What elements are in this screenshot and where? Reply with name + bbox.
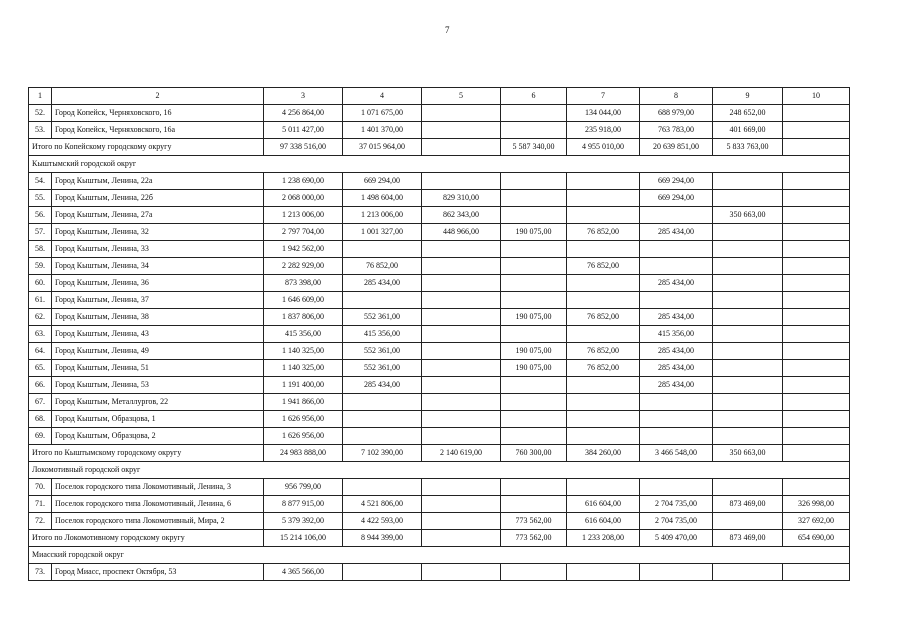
table-cell: 5 587 340,00 — [501, 139, 567, 156]
table-cell: 285 434,00 — [640, 343, 713, 360]
table-cell — [501, 377, 567, 394]
table-cell: 1 941 866,00 — [264, 394, 343, 411]
table-cell — [422, 292, 501, 309]
table-cell — [567, 428, 640, 445]
table-cell: 669 294,00 — [640, 190, 713, 207]
table-row — [29, 224, 850, 241]
table-cell: 285 434,00 — [640, 309, 713, 326]
table-cell — [640, 564, 713, 581]
table-cell — [783, 173, 850, 190]
table-cell: 73. — [29, 564, 52, 581]
table-cell: 2 282 929,00 — [264, 258, 343, 275]
table-cell: 350 663,00 — [713, 207, 783, 224]
table-cell — [501, 411, 567, 428]
table-cell: 8 944 399,00 — [343, 530, 422, 547]
table-cell — [567, 292, 640, 309]
table-row — [29, 309, 850, 326]
table-row — [29, 564, 850, 581]
table-cell — [422, 530, 501, 547]
table-cell: 285 434,00 — [343, 275, 422, 292]
table-cell — [713, 326, 783, 343]
table-cell: 4 521 806,00 — [343, 496, 422, 513]
table-cell: 2 140 619,00 — [422, 445, 501, 462]
table-cell: 70. — [29, 479, 52, 496]
table-cell — [783, 275, 850, 292]
table-cell: 552 361,00 — [343, 360, 422, 377]
table-cell — [422, 428, 501, 445]
table-cell — [713, 513, 783, 530]
table-cell: 1 213 006,00 — [264, 207, 343, 224]
table-cell: Город Кыштым, Ленина, 38 — [52, 309, 264, 326]
table-cell — [713, 190, 783, 207]
table-cell — [501, 326, 567, 343]
table-cell — [567, 479, 640, 496]
table-cell — [567, 275, 640, 292]
table-cell: 3 466 548,00 — [640, 445, 713, 462]
table-cell: 327 692,00 — [783, 513, 850, 530]
table-cell: 1 837 806,00 — [264, 309, 343, 326]
table-cell: Поселок городского типа Локомотивный, Ленина, 3 — [52, 479, 264, 496]
table-cell — [343, 411, 422, 428]
table-cell: 669 294,00 — [640, 173, 713, 190]
table-cell: 58. — [29, 241, 52, 258]
table-cell — [343, 428, 422, 445]
table-cell — [422, 479, 501, 496]
table-cell: Город Кыштым, Ленина, 51 — [52, 360, 264, 377]
table-cell: 52. — [29, 105, 52, 122]
table-cell: 1 140 325,00 — [264, 360, 343, 377]
table-cell: 773 562,00 — [501, 513, 567, 530]
table-cell: 1 942 562,00 — [264, 241, 343, 258]
table-cell — [567, 173, 640, 190]
table-row — [29, 275, 850, 292]
table-cell: 1 646 609,00 — [264, 292, 343, 309]
table-cell — [501, 496, 567, 513]
table-cell: 862 343,00 — [422, 207, 501, 224]
table-cell — [422, 496, 501, 513]
table-cell — [713, 258, 783, 275]
table-cell — [343, 394, 422, 411]
table-cell: 57. — [29, 224, 52, 241]
table-cell: 4 256 864,00 — [264, 105, 343, 122]
table-row — [29, 496, 850, 513]
table-row — [29, 122, 850, 139]
table-cell: 76 852,00 — [567, 224, 640, 241]
table-cell: 5 833 763,00 — [713, 139, 783, 156]
table-cell: Город Кыштым, Ленина, 34 — [52, 258, 264, 275]
table-cell — [422, 360, 501, 377]
table-cell: 773 562,00 — [501, 530, 567, 547]
table-cell — [713, 479, 783, 496]
table-cell: 76 852,00 — [343, 258, 422, 275]
table-row — [29, 377, 850, 394]
table-cell — [783, 377, 850, 394]
table-cell: Город Кыштым, Ленина, 22а — [52, 173, 264, 190]
table-cell — [422, 241, 501, 258]
table-row — [29, 479, 850, 496]
table-cell: 7 — [567, 88, 640, 105]
table-cell: 384 260,00 — [567, 445, 640, 462]
table-cell — [343, 241, 422, 258]
table-cell: 873 469,00 — [713, 530, 783, 547]
table-cell — [713, 564, 783, 581]
table-cell — [713, 292, 783, 309]
table-cell — [422, 122, 501, 139]
table-cell — [501, 275, 567, 292]
table-cell: Город Кыштым, Ленина, 43 — [52, 326, 264, 343]
table-cell: Город Копейск, Черняховского, 16 — [52, 105, 264, 122]
table-cell: 1 191 400,00 — [264, 377, 343, 394]
page-number: 7 — [445, 25, 450, 35]
table-cell: 64. — [29, 343, 52, 360]
table-row — [29, 326, 850, 343]
table-cell — [422, 309, 501, 326]
table-cell — [501, 190, 567, 207]
table-cell: 15 214 106,00 — [264, 530, 343, 547]
table-cell — [567, 326, 640, 343]
table-cell — [640, 292, 713, 309]
table-cell: 37 015 964,00 — [343, 139, 422, 156]
table-cell — [501, 479, 567, 496]
table-cell: 285 434,00 — [640, 360, 713, 377]
table-cell: 5 379 392,00 — [264, 513, 343, 530]
table-row — [29, 105, 850, 122]
table-header-row — [29, 88, 850, 105]
table-cell — [640, 428, 713, 445]
table-cell — [783, 309, 850, 326]
table-row — [29, 394, 850, 411]
table-cell: 1 213 006,00 — [343, 207, 422, 224]
table-cell: Кыштымский городской округ — [29, 156, 850, 173]
table-cell — [640, 411, 713, 428]
table-cell: 65. — [29, 360, 52, 377]
table-cell: 415 356,00 — [640, 326, 713, 343]
table-cell — [713, 360, 783, 377]
section-row — [29, 462, 850, 479]
table-cell: 5 — [422, 88, 501, 105]
table-cell: 4 422 593,00 — [343, 513, 422, 530]
table-cell — [783, 190, 850, 207]
table-cell — [567, 564, 640, 581]
table-cell: 2 797 704,00 — [264, 224, 343, 241]
table-cell: Город Кыштым, Ленина, 49 — [52, 343, 264, 360]
table-cell: 4 — [343, 88, 422, 105]
table-cell: Миасский городской округ — [29, 547, 850, 564]
table-cell: 4 955 010,00 — [567, 139, 640, 156]
table-cell — [422, 105, 501, 122]
table-cell — [501, 241, 567, 258]
table-cell: 6 — [501, 88, 567, 105]
table-cell: 350 663,00 — [713, 445, 783, 462]
table-cell: 56. — [29, 207, 52, 224]
table-cell: Город Кыштым, Металлургов, 22 — [52, 394, 264, 411]
table-cell — [567, 241, 640, 258]
table-cell: 20 639 851,00 — [640, 139, 713, 156]
table-cell — [343, 564, 422, 581]
table-cell — [343, 292, 422, 309]
table-cell — [783, 292, 850, 309]
table-cell — [501, 207, 567, 224]
table-cell: 285 434,00 — [640, 377, 713, 394]
table-row — [29, 292, 850, 309]
table-cell: Итого по Копейскому городскому округу — [29, 139, 264, 156]
table-cell: 1 238 690,00 — [264, 173, 343, 190]
table-cell: 763 783,00 — [640, 122, 713, 139]
table-cell: 134 044,00 — [567, 105, 640, 122]
table-cell: 1 001 327,00 — [343, 224, 422, 241]
table-cell — [713, 411, 783, 428]
table-cell: 24 983 888,00 — [264, 445, 343, 462]
table-cell — [567, 207, 640, 224]
table-cell: 616 604,00 — [567, 513, 640, 530]
table-cell — [640, 241, 713, 258]
table-cell: 53. — [29, 122, 52, 139]
table-cell: 76 852,00 — [567, 309, 640, 326]
table-cell — [783, 343, 850, 360]
table-cell: 190 075,00 — [501, 360, 567, 377]
table-cell — [783, 326, 850, 343]
table-cell: 1 — [29, 88, 52, 105]
table-cell: Город Кыштым, Ленина, 27а — [52, 207, 264, 224]
table-cell: 10 — [783, 88, 850, 105]
table-cell: 1 498 604,00 — [343, 190, 422, 207]
table-cell: 669 294,00 — [343, 173, 422, 190]
table-cell: Город Кыштым, Ленина, 37 — [52, 292, 264, 309]
table-cell — [713, 275, 783, 292]
table-cell: 59. — [29, 258, 52, 275]
table-cell — [713, 428, 783, 445]
table-cell — [422, 173, 501, 190]
table-cell — [640, 207, 713, 224]
table-cell — [422, 343, 501, 360]
table-cell — [640, 394, 713, 411]
table-cell: 8 877 915,00 — [264, 496, 343, 513]
table-cell — [422, 326, 501, 343]
table-cell — [501, 394, 567, 411]
table-cell — [713, 241, 783, 258]
table-cell: 2 068 000,00 — [264, 190, 343, 207]
table-cell — [567, 377, 640, 394]
table-cell: 654 690,00 — [783, 530, 850, 547]
table-cell: 8 — [640, 88, 713, 105]
table-cell — [783, 479, 850, 496]
table-cell: 956 799,00 — [264, 479, 343, 496]
table-cell: 2 704 735,00 — [640, 513, 713, 530]
table-cell — [501, 428, 567, 445]
table-cell: 76 852,00 — [567, 258, 640, 275]
table-cell — [783, 139, 850, 156]
table-cell: 4 365 566,00 — [264, 564, 343, 581]
total-row — [29, 530, 850, 547]
table-cell — [713, 377, 783, 394]
table-cell: 1 140 325,00 — [264, 343, 343, 360]
table-cell — [783, 394, 850, 411]
table-cell — [783, 411, 850, 428]
table-cell: 71. — [29, 496, 52, 513]
table-cell — [713, 394, 783, 411]
table-cell — [640, 258, 713, 275]
table-cell: 76 852,00 — [567, 360, 640, 377]
table-row — [29, 428, 850, 445]
table-cell: 415 356,00 — [264, 326, 343, 343]
table-cell — [713, 224, 783, 241]
table-cell — [783, 258, 850, 275]
table-cell: 1 233 208,00 — [567, 530, 640, 547]
table-cell: 54. — [29, 173, 52, 190]
table-cell — [783, 445, 850, 462]
total-row — [29, 139, 850, 156]
table-cell: 552 361,00 — [343, 343, 422, 360]
table-row — [29, 173, 850, 190]
table-cell: Город Копейск, Черняховского, 16а — [52, 122, 264, 139]
table-row — [29, 411, 850, 428]
table-cell: 76 852,00 — [567, 343, 640, 360]
table-cell: 68. — [29, 411, 52, 428]
table-cell: 5 409 470,00 — [640, 530, 713, 547]
table-cell: 3 — [264, 88, 343, 105]
table-cell: 190 075,00 — [501, 224, 567, 241]
table-cell: Город Кыштым, Образцова, 1 — [52, 411, 264, 428]
table-cell: Город Кыштым, Ленина, 36 — [52, 275, 264, 292]
table-cell: 190 075,00 — [501, 309, 567, 326]
table-cell — [567, 190, 640, 207]
table-cell: Город Миасс, проспект Октября, 53 — [52, 564, 264, 581]
table-cell — [713, 173, 783, 190]
table-row — [29, 190, 850, 207]
table-cell: 66. — [29, 377, 52, 394]
section-row — [29, 156, 850, 173]
table-cell: 2 704 735,00 — [640, 496, 713, 513]
table-cell: 873 398,00 — [264, 275, 343, 292]
table-row — [29, 360, 850, 377]
table-cell: 190 075,00 — [501, 343, 567, 360]
table-cell — [501, 105, 567, 122]
table-row — [29, 343, 850, 360]
table-cell — [343, 479, 422, 496]
table-cell — [422, 275, 501, 292]
table-cell: Поселок городского типа Локомотивный, Мира, 2 — [52, 513, 264, 530]
table-cell — [501, 173, 567, 190]
table-cell — [422, 394, 501, 411]
data-table — [28, 87, 850, 581]
table-cell: 248 652,00 — [713, 105, 783, 122]
table-cell: 285 434,00 — [640, 224, 713, 241]
table-cell — [783, 241, 850, 258]
table-cell — [501, 258, 567, 275]
table-cell: Поселок городского типа Локомотивный, Ленина, 6 — [52, 496, 264, 513]
table-cell: 72. — [29, 513, 52, 530]
table-cell: 61. — [29, 292, 52, 309]
table-cell: 1 626 956,00 — [264, 411, 343, 428]
table-cell: 552 361,00 — [343, 309, 422, 326]
total-row — [29, 445, 850, 462]
table-cell: 1 401 370,00 — [343, 122, 422, 139]
table-cell: 235 918,00 — [567, 122, 640, 139]
table-cell — [783, 207, 850, 224]
table-cell: 2 — [52, 88, 264, 105]
table-cell — [783, 224, 850, 241]
table-cell: 67. — [29, 394, 52, 411]
table-cell — [501, 564, 567, 581]
table-cell — [567, 394, 640, 411]
table-row — [29, 207, 850, 224]
table-cell — [640, 479, 713, 496]
table-cell: 616 604,00 — [567, 496, 640, 513]
table-cell — [501, 292, 567, 309]
table-cell — [713, 309, 783, 326]
table-cell: 873 469,00 — [713, 496, 783, 513]
table-cell: 97 338 516,00 — [264, 139, 343, 156]
table-cell — [422, 258, 501, 275]
table-cell: 829 310,00 — [422, 190, 501, 207]
table-cell — [783, 360, 850, 377]
table-cell: 415 356,00 — [343, 326, 422, 343]
table-cell: Итого по Локомотивному городскому округу — [29, 530, 264, 547]
table-cell: 285 434,00 — [640, 275, 713, 292]
table-cell: 5 011 427,00 — [264, 122, 343, 139]
table-cell — [422, 564, 501, 581]
table-cell — [567, 411, 640, 428]
table-cell — [422, 411, 501, 428]
table-cell: 63. — [29, 326, 52, 343]
table-row — [29, 258, 850, 275]
table-cell: 326 998,00 — [783, 496, 850, 513]
table-cell: 1 626 956,00 — [264, 428, 343, 445]
table-cell — [422, 139, 501, 156]
table-cell — [783, 564, 850, 581]
table-cell: 688 979,00 — [640, 105, 713, 122]
table-cell — [783, 105, 850, 122]
table-cell — [501, 122, 567, 139]
table-cell: Город Кыштым, Ленина, 53 — [52, 377, 264, 394]
table-cell — [783, 428, 850, 445]
table-cell: 401 669,00 — [713, 122, 783, 139]
table-cell: 60. — [29, 275, 52, 292]
table-cell: 55. — [29, 190, 52, 207]
table-cell — [783, 122, 850, 139]
table-cell — [422, 377, 501, 394]
table-cell: Город Кыштым, Образцова, 2 — [52, 428, 264, 445]
table-cell: 7 102 390,00 — [343, 445, 422, 462]
table-cell: 62. — [29, 309, 52, 326]
table-cell: Итого по Кыштымскому городскому округу — [29, 445, 264, 462]
table-cell — [713, 343, 783, 360]
section-row — [29, 547, 850, 564]
table-cell: Город Кыштым, Ленина, 33 — [52, 241, 264, 258]
table-row — [29, 513, 850, 530]
table-cell: 760 300,00 — [501, 445, 567, 462]
table-cell: 285 434,00 — [343, 377, 422, 394]
table-cell: 1 071 675,00 — [343, 105, 422, 122]
table-cell: Город Кыштым, Ленина, 32 — [52, 224, 264, 241]
table-cell: Город Кыштым, Ленина, 22б — [52, 190, 264, 207]
table-cell: 448 966,00 — [422, 224, 501, 241]
table-cell — [422, 513, 501, 530]
table-row — [29, 241, 850, 258]
table-cell: Локомотивный городской округ — [29, 462, 850, 479]
table-cell: 9 — [713, 88, 783, 105]
table-cell: 69. — [29, 428, 52, 445]
